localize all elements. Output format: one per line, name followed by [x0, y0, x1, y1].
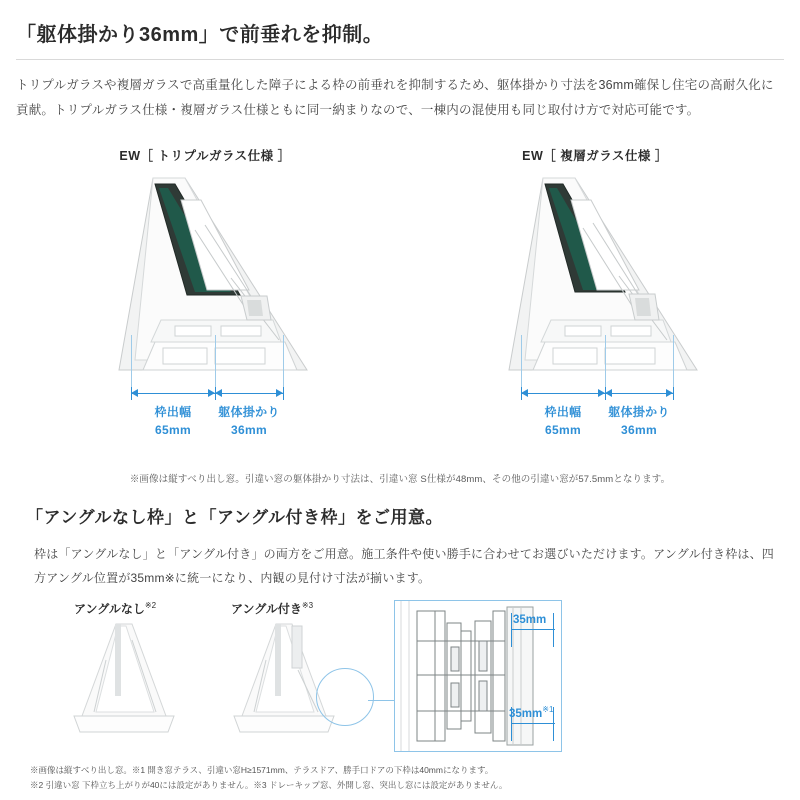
figures-row	[0, 146, 800, 463]
dim-guide-line	[131, 335, 132, 393]
callout-circle	[316, 668, 374, 726]
dim-label-text: 躯体掛かり	[608, 404, 670, 419]
detail-dim-top	[513, 611, 546, 626]
sash-cross-section-illustration	[425, 170, 765, 385]
section-two-footnotes	[30, 763, 507, 792]
dimension-block	[425, 385, 765, 463]
dimension-block	[35, 385, 375, 463]
dim-label-frame-width	[131, 403, 215, 440]
dim-arrow-left	[131, 389, 138, 397]
dim-label-body-overlap	[603, 403, 675, 440]
angle-frame-figures	[16, 600, 784, 770]
figure-title: EW［ 複層ガラス仕様 ］	[522, 148, 668, 163]
detail-dim-line-top	[511, 629, 555, 630]
dim-label-value: 65mm	[155, 423, 191, 438]
section-two-lead: 枠は「アングルなし」と「アングル付き」の両方をご用意。施工条件や使い勝手に合わせてお選びいただけます。アングル付き枠は、四方アングル位置が35mm※に統一になり、内観の見付け寸法が揃います。	[34, 546, 775, 585]
dim-label-text: 枠出幅	[154, 404, 192, 419]
label-no-angle-sup: ※2	[144, 600, 157, 610]
section-one	[0, 0, 800, 124]
no-angle-illustration	[46, 620, 216, 755]
dim-guide-line	[673, 335, 674, 393]
sash-cross-section-illustration	[35, 170, 375, 385]
detail-dim-bottom-sup: ※1	[542, 704, 554, 714]
dim-arrow-right	[666, 389, 673, 397]
dim-line-body-overlap	[215, 393, 283, 394]
dim-line-body-overlap	[605, 393, 673, 394]
dim-arrow-right	[276, 389, 283, 397]
dim-label-frame-width	[521, 403, 605, 440]
dim-label-body-overlap	[213, 403, 285, 440]
detail-dim-bottom	[509, 705, 553, 720]
dim-tick	[131, 387, 132, 400]
detail-dim-tick	[511, 613, 512, 647]
page-title: 「躯体掛かり36mm」で前垂れを抑制。	[16, 24, 384, 46]
dim-line-frame-width	[521, 393, 605, 394]
dim-arrow-left	[521, 389, 528, 397]
detail-dim-top-value: 35mm	[513, 613, 547, 626]
section-one-lead: トリプルガラスや複層ガラスで高重量化した障子による枠の前垂れを抑制するため、躯体掛かり寸法を36mm確保し住宅の高耐久化に貢献。トリプルガラス仕様・複層ガラス仕様ともに同一納まりなので、一棟内の混使用も同じ取付け方で対応可能です。	[16, 77, 774, 118]
label-with-angle-text: アングル付き	[231, 601, 302, 616]
dim-arrow-right	[208, 389, 215, 397]
dim-arrow-left	[605, 389, 612, 397]
dim-guide-line	[215, 335, 216, 393]
dim-label-text: 躯体掛かり	[218, 404, 280, 419]
dim-guide-line	[521, 335, 522, 393]
divider	[16, 59, 784, 60]
label-no-angle-text: アングルなし	[74, 601, 145, 616]
figure-double-glass	[400, 146, 790, 463]
dim-guide-line	[605, 335, 606, 393]
figure-title: EW［ トリプルガラス仕様 ］	[119, 148, 291, 163]
section-two	[0, 485, 800, 770]
label-no-angle	[74, 600, 156, 617]
dim-guide-line	[283, 335, 284, 393]
dim-label-value: 65mm	[545, 423, 581, 438]
footnote-line-1: ※画像は縦すべり出し窓。※1 開き窓テラス、引違い窓H≥1571mm、テラスドア、勝手口ドアの下枠は40mmになります。	[30, 765, 494, 776]
section-two-title: 「アングルなし枠」と「アングル付き枠」をご用意。	[26, 507, 443, 527]
label-with-angle	[231, 600, 313, 617]
dim-line-frame-width	[131, 393, 215, 394]
detail-dim-line-bottom	[511, 723, 555, 724]
figure-triple-glass	[10, 146, 400, 463]
dim-label-value: 36mm	[231, 423, 267, 438]
dim-tick	[673, 387, 674, 400]
section-one-note: ※画像は縦すべり出し窓。引違い窓の躯体掛かり寸法は、引違い窓 S仕様が48mm、その他の引違い窓が57.5mmとなります。	[129, 473, 671, 485]
detail-dim-tick	[553, 613, 554, 647]
footnote-line-2: ※2 引違い窓 下枠立ち上がりが40には設定がありません。※3 ドレーキップ窓、外開し窓、突出し窓には設定がありません。	[30, 779, 508, 790]
dim-arrow-right	[598, 389, 605, 397]
dim-label-text: 枠出幅	[544, 404, 582, 419]
detail-dim-bottom-value: 35mm	[509, 707, 543, 720]
label-with-angle-sup: ※3	[301, 600, 314, 610]
dim-tick	[283, 387, 284, 400]
dim-tick	[521, 387, 522, 400]
dim-arrow-left	[215, 389, 222, 397]
detail-drawing-box	[394, 600, 562, 752]
dim-label-value: 36mm	[621, 423, 657, 438]
